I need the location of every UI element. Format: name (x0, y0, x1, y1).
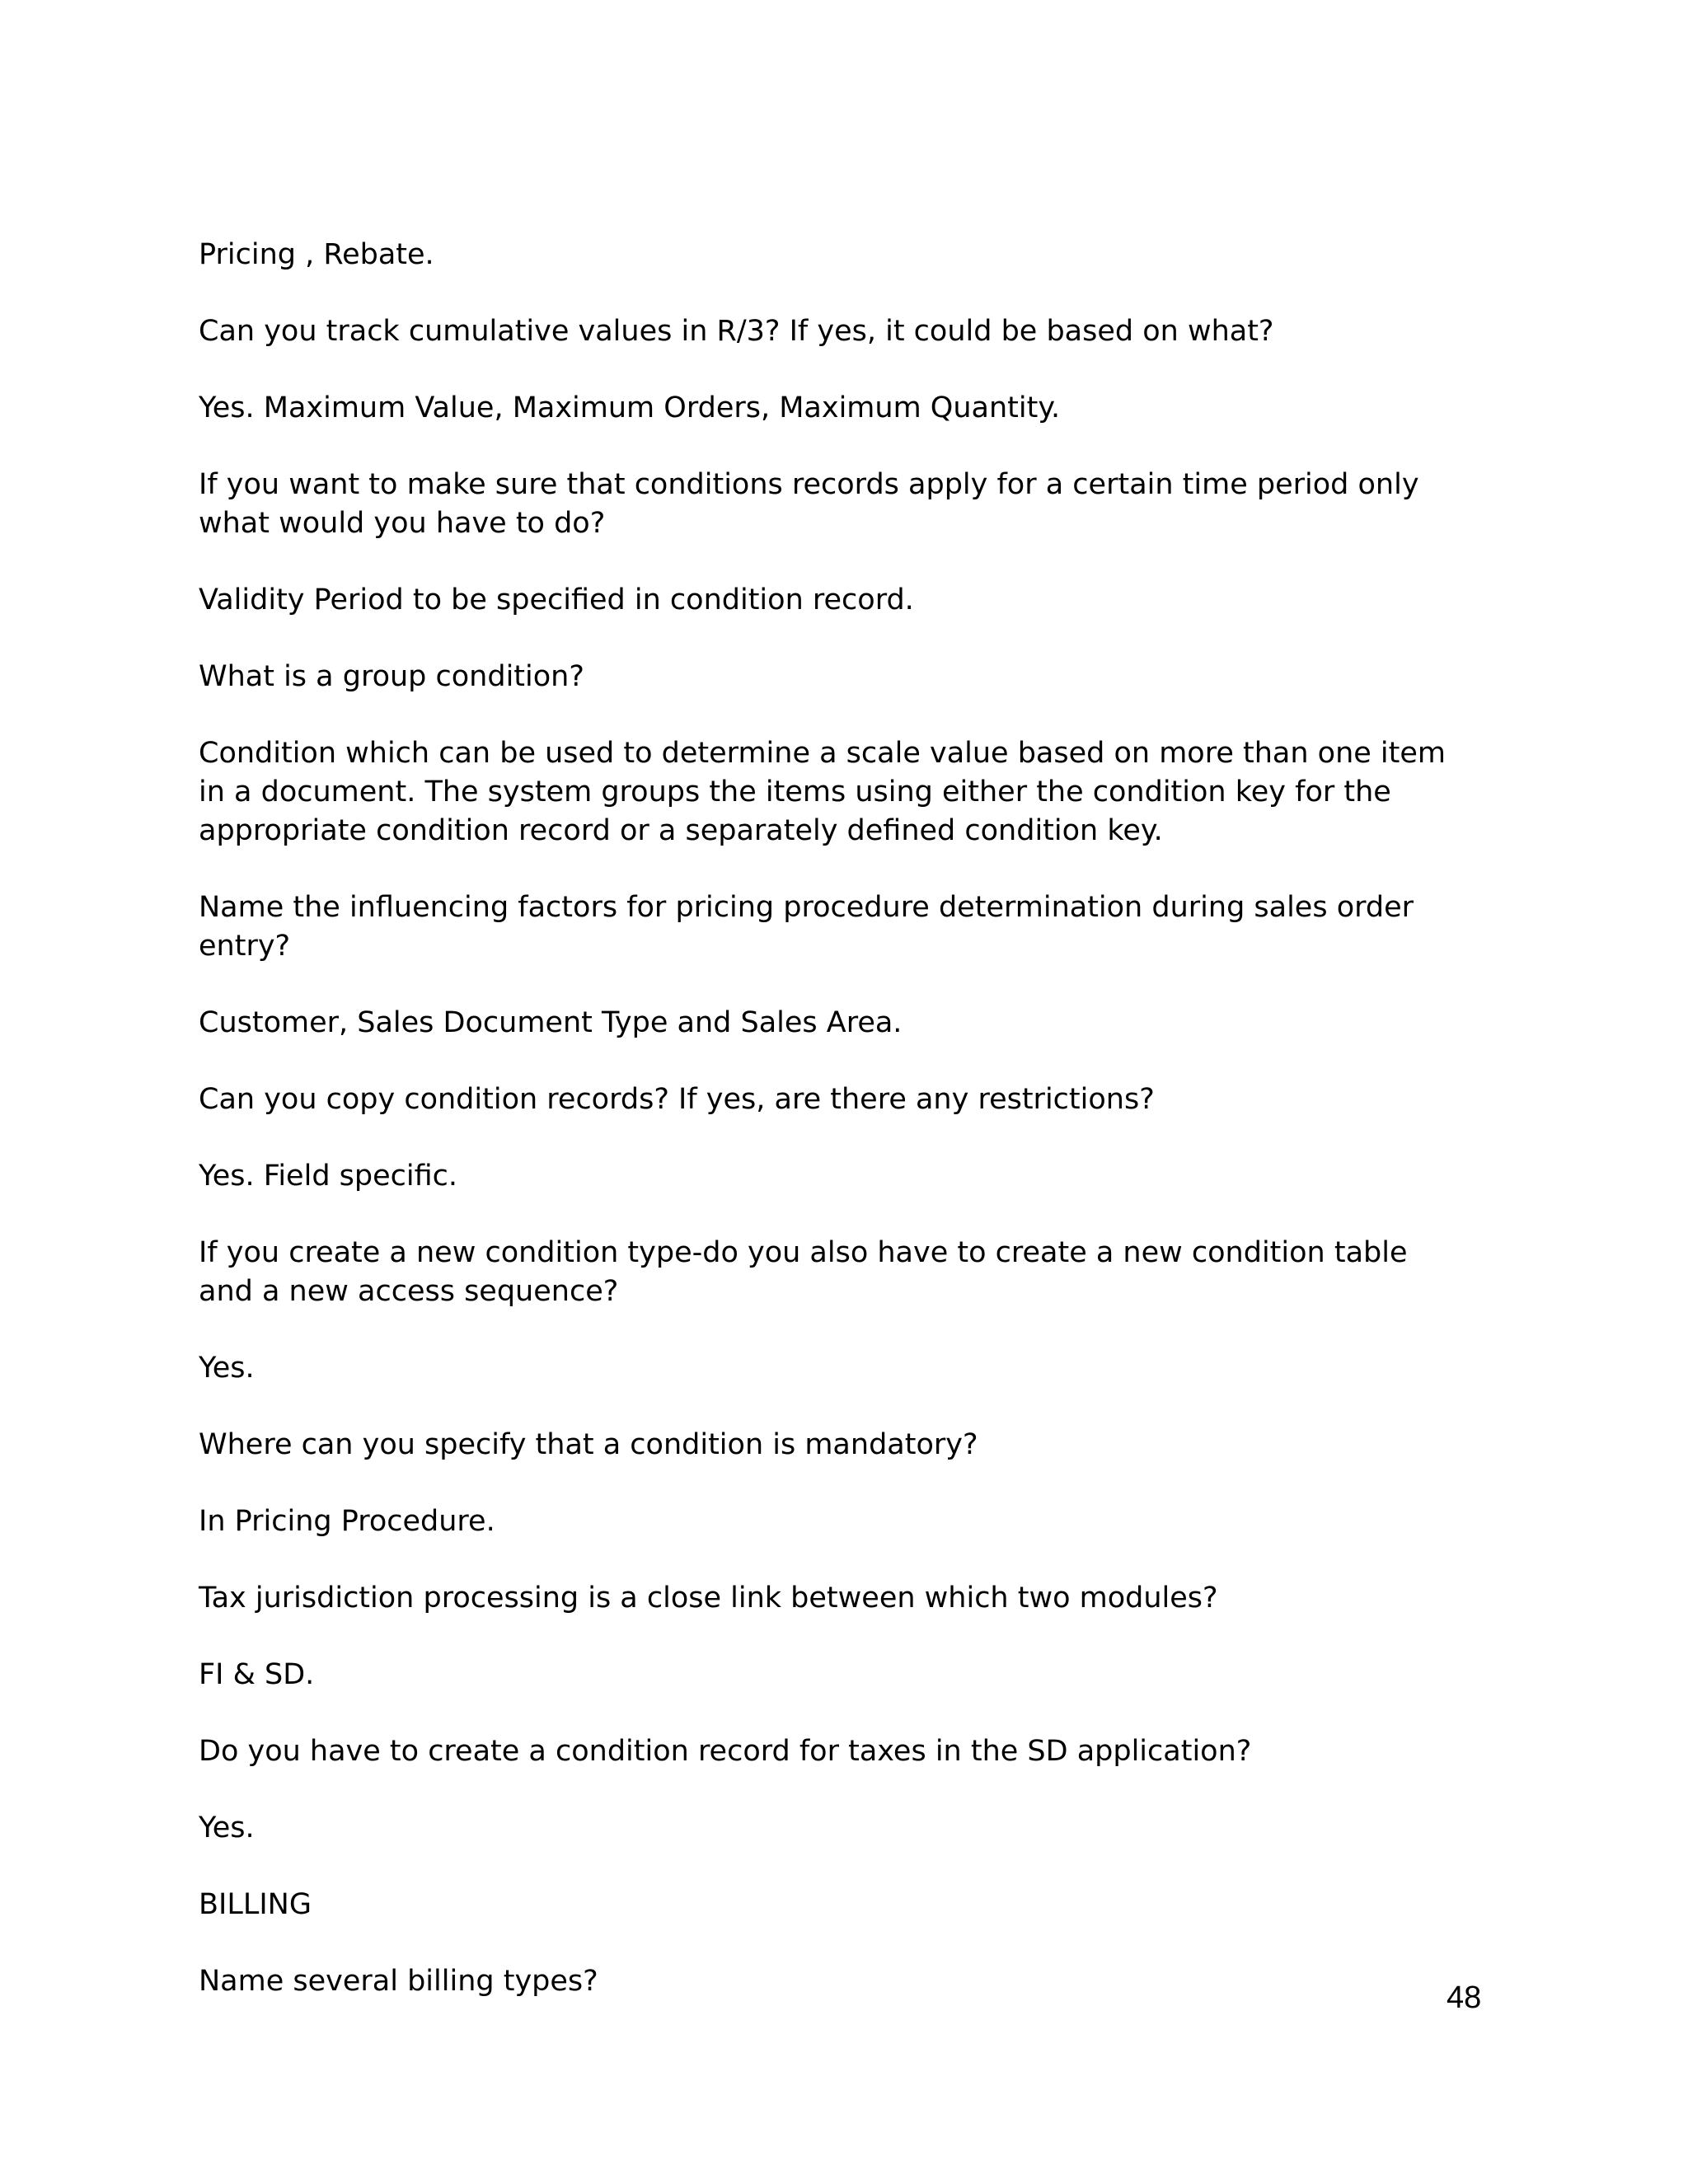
paragraph-9: Customer, Sales Document Type and Sales Area. (199, 1006, 903, 1039)
paragraph-3: Yes. Maximum Value, Maximum Orders, Maximum Quantity. (199, 391, 1061, 424)
page-number: 48 (1447, 1980, 1482, 2015)
paragraph-13: Yes. (199, 1352, 255, 1385)
paragraph-4: If you want to make sure that conditions records apply for a certain time period only what would you have to do? (199, 468, 1419, 540)
paragraph-19: Yes. (199, 1811, 255, 1844)
paragraph-18: Do you have to create a condition record for taxes in the SD application? (199, 1735, 1252, 1768)
paragraph-12: If you create a new condition type-do you also have to create a new condition table and a new access sequence? (199, 1236, 1408, 1308)
paragraph-7: Condition which can be used to determine a scale value based on more than one item in a document. The system groups the items using either the condition key for the appropriate condition record or a separately defined condition key. (199, 737, 1446, 847)
paragraph-21: Name several billing types? (199, 1965, 598, 1998)
paragraph-1: Pricing , Rebate. (199, 238, 434, 271)
paragraph-8: Name the influencing factors for pricing procedure determination during sales order entry? (199, 891, 1414, 963)
paragraph-15: In Pricing Procedure. (199, 1505, 495, 1538)
paragraph-2: Can you track cumulative values in R/3? If yes, it could be based on what? (199, 315, 1274, 348)
paragraph-10: Can you copy condition records? If yes, are there any restrictions? (199, 1083, 1155, 1116)
paragraph-11: Yes. Field specific. (199, 1160, 458, 1193)
paragraph-14: Where can you specify that a condition is mandatory? (199, 1428, 978, 1461)
section-heading-billing: BILLING (199, 1888, 312, 1921)
document-body (199, 236, 1468, 2001)
paragraph-16: Tax jurisdiction processing is a close link between which two modules? (199, 1582, 1218, 1615)
paragraph-17: FI & SD. (199, 1658, 315, 1691)
paragraph-6: What is a group condition? (199, 660, 584, 693)
paragraph-5: Validity Period to be specified in condition record. (199, 583, 914, 616)
